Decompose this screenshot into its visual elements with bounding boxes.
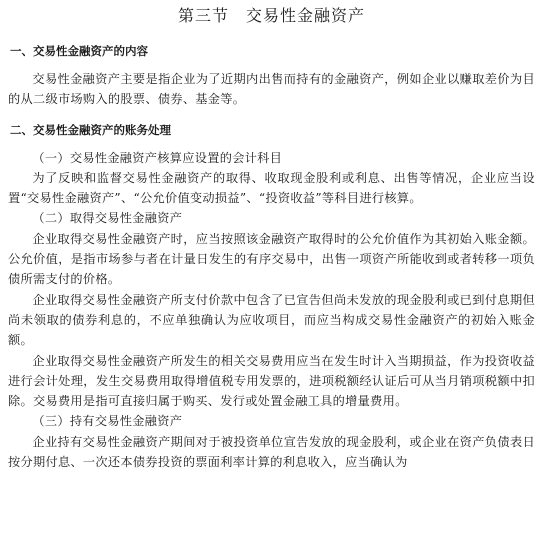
section-title: 第三节 交易性金融资产 xyxy=(177,6,365,25)
paragraph-acquisition-fair-value: 企业取得交易性金融资产时，应当按照该金融资产取得时的公允价值作为其初始入账金额。公允价值，是指市场参与者在计量日发生的有序交易中，出售一项资产所能收到或者转移一项负债所需支付的价格。 xyxy=(8,231,535,287)
heading-accounting: 二、交易性金融资产的账务处理 xyxy=(10,122,171,137)
subheading-accounts: （一）交易性金融资产核算应设置的会计科目 xyxy=(32,150,283,165)
heading-content: 一、交易性金融资产的内容 xyxy=(10,44,148,58)
subheading-holding: （三）持有交易性金融资产 xyxy=(32,414,183,429)
paragraph-accounts: 为了反映和监督交易性金融资产的取得、收取现金股利或利息、出售等情况，企业应当设置“交易性金融资产”、“公允价值变动损益”、“投资收益”等科目进行核算。 xyxy=(8,170,535,206)
paragraph-acquisition-dividends: 企业取得交易性金融资产所支付价款中包含了已宣告但尚未发放的现金股利或已到付息期但尚未领取的债券利息的，不应单独确认为应收项目，而应当构成交易性金融资产的初始入账金额。 xyxy=(8,292,535,348)
paragraph-holding: 企业持有交易性金融资产期间对于被投资单位宣告发放的现金股利，或企业在资产负债表日按分期付息、一次还本债券投资的票面利率计算的利息收入，应当确认为 xyxy=(8,434,535,470)
paragraph-definition: 交易性金融资产主要是指企业为了近期内出售而持有的金融资产，例如企业以赚取差价为目的从二级市场购入的股票、债券、基金等。 xyxy=(8,72,535,107)
paragraph-acquisition-fees: 企业取得交易性金融资产所发生的相关交易费用应当在发生时计入当期损益，作为投资收益进行会计处理，发生交易费用取得增值税专用发票的，进项税额经认证后可从当月销项税额中扣除。交易费用是指可直接归属于购买、发行或处置金融工具的增量费用。 xyxy=(8,353,535,409)
subheading-acquisition: （二）取得交易性金融资产 xyxy=(32,211,183,226)
